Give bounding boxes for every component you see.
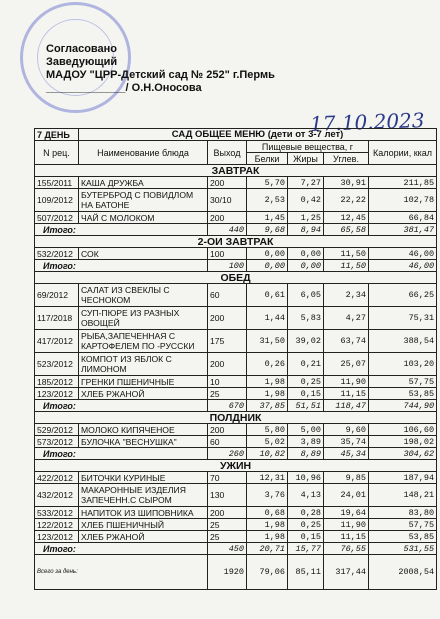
grand-total-label: Всего за день:	[35, 555, 208, 590]
recipe-number: 523/2012	[35, 353, 79, 376]
dish-name: ХЛЕБ ПШЕНИЧНЫЙ	[79, 519, 208, 531]
subtotal-label: Итого:	[35, 543, 208, 555]
carbs-value: 63,74	[324, 330, 369, 353]
table-row	[35, 519, 437, 531]
subtotal-row	[35, 400, 437, 412]
approval-line-3: МАДОУ "ЦРР-Детский сад № 252" г.Пермь	[46, 69, 275, 81]
subtotal-yield: 100	[208, 260, 247, 272]
table-row	[35, 353, 437, 376]
table-row	[35, 507, 437, 519]
recipe-number: 533/2012	[35, 507, 79, 519]
carbs-value: 22,22	[324, 189, 369, 212]
header-row-middle	[35, 141, 437, 153]
subtotal-protein: 20,71	[247, 543, 288, 555]
protein-value: 5,02	[247, 436, 288, 448]
section-title: УЖИН	[35, 460, 437, 472]
yield-value: 200	[208, 353, 247, 376]
fat-value: 0,00	[288, 248, 324, 260]
carbs-value: 25,07	[324, 353, 369, 376]
subtotal-carbs: 65,58	[324, 224, 369, 236]
subtotal-yield: 260	[208, 448, 247, 460]
subtotal-yield: 670	[208, 400, 247, 412]
menu-title: САД ОБЩЕЕ МЕНЮ (дети от 3-7 лет)	[79, 129, 437, 141]
subtotal-yield: 440	[208, 224, 247, 236]
dish-name: САЛАТ ИЗ СВЕКЛЫ С ЧЕСНОКОМ	[79, 284, 208, 307]
grand-total-yield: 1920	[208, 555, 247, 590]
protein-value: 5,70	[247, 177, 288, 189]
grand-total-protein: 79,06	[247, 555, 288, 590]
dish-name: НАПИТОК ИЗ ШИПОВНИКА	[79, 507, 208, 519]
table-row	[35, 284, 437, 307]
dish-name: ГРЕНКИ ПШЕНИЧНЫЕ	[79, 376, 208, 388]
protein-value: 5,80	[247, 424, 288, 436]
section-title: ОБЕД	[35, 272, 437, 284]
dish-name: МОЛОКО КИПЯЧЕНОЕ	[79, 424, 208, 436]
protein-value: 0,68	[247, 507, 288, 519]
col-header-yield: Выход	[208, 141, 247, 165]
recipe-number: 155/2011	[35, 177, 79, 189]
carbs-value: 9,60	[324, 424, 369, 436]
table-row	[35, 248, 437, 260]
subtotal-kcal: 304,62	[369, 448, 437, 460]
subtotal-kcal: 744,90	[369, 400, 437, 412]
kcal-value: 187,94	[369, 472, 437, 484]
yield-value: 25	[208, 519, 247, 531]
approval-block	[46, 43, 275, 95]
recipe-number: 69/2012	[35, 284, 79, 307]
dish-name: КАША ДРУЖБА	[79, 177, 208, 189]
recipe-number: 123/2012	[35, 531, 79, 543]
subtotal-yield: 450	[208, 543, 247, 555]
subtotal-label: Итого:	[35, 400, 208, 412]
fat-value: 0,28	[288, 507, 324, 519]
recipe-number: 185/2012	[35, 376, 79, 388]
carbs-value: 11,90	[324, 519, 369, 531]
yield-value: 60	[208, 284, 247, 307]
protein-value: 2,53	[247, 189, 288, 212]
recipe-number: 532/2012	[35, 248, 79, 260]
yield-value: 130	[208, 484, 247, 507]
carbs-value: 9,85	[324, 472, 369, 484]
protein-value: 1,98	[247, 376, 288, 388]
subtotal-fat: 8,89	[288, 448, 324, 460]
col-header-protein: Белки	[247, 153, 288, 165]
yield-value: 100	[208, 248, 247, 260]
subtotal-fat: 15,77	[288, 543, 324, 555]
fat-value: 39,02	[288, 330, 324, 353]
menu-table	[34, 128, 437, 590]
subtotal-protein: 0,00	[247, 260, 288, 272]
approval-line-1: Согласовано	[46, 43, 118, 55]
table-row	[35, 531, 437, 543]
yield-value: 60	[208, 436, 247, 448]
table-row	[35, 484, 437, 507]
fat-value: 1,25	[288, 212, 324, 224]
section-title: ЗАВТРАК	[35, 165, 437, 177]
table-row	[35, 330, 437, 353]
subtotal-fat: 51,51	[288, 400, 324, 412]
fat-value: 3,89	[288, 436, 324, 448]
dish-name: МАКАРОННЫЕ ИЗДЕЛИЯ ЗАПЕЧЕНН.С СЫРОМ	[79, 484, 208, 507]
fat-value: 0,25	[288, 519, 324, 531]
fat-value: 5,00	[288, 424, 324, 436]
subtotal-carbs: 76,55	[324, 543, 369, 555]
protein-value: 1,98	[247, 531, 288, 543]
dish-name: КОМПОТ ИЗ ЯБЛОК С ЛИМОНОМ	[79, 353, 208, 376]
grand-total-carbs: 317,44	[324, 555, 369, 590]
section-title: 2-ОИ ЗАВТРАК	[35, 236, 437, 248]
section-header-row	[35, 272, 437, 284]
dish-name: ЧАЙ С МОЛОКОМ	[79, 212, 208, 224]
table-row	[35, 436, 437, 448]
fat-value: 10,96	[288, 472, 324, 484]
subtotal-carbs: 11,50	[324, 260, 369, 272]
yield-value: 200	[208, 307, 247, 330]
yield-value: 200	[208, 424, 247, 436]
recipe-number: 122/2012	[35, 519, 79, 531]
col-header-nutrients: Пищевые вещества, г	[247, 141, 369, 153]
dish-name: РЫБА,ЗАПЕЧЕННАЯ С КАРТОФЕЛЕМ ПО -РУССКИ	[79, 330, 208, 353]
dish-name: ХЛЕБ РЖАНОЙ	[79, 531, 208, 543]
protein-value: 1,98	[247, 519, 288, 531]
recipe-number: 117/2018	[35, 307, 79, 330]
subtotal-label: Итого:	[35, 448, 208, 460]
subtotal-carbs: 118,47	[324, 400, 369, 412]
table-row	[35, 212, 437, 224]
approval-line-2: Заведующий	[46, 56, 118, 68]
protein-value: 1,44	[247, 307, 288, 330]
protein-value: 31,50	[247, 330, 288, 353]
section-header-row	[35, 165, 437, 177]
kcal-value: 57,75	[369, 376, 437, 388]
yield-value: 200	[208, 507, 247, 519]
kcal-value: 106,60	[369, 424, 437, 436]
subtotal-protein: 37,85	[247, 400, 288, 412]
fat-value: 6,05	[288, 284, 324, 307]
recipe-number: 109/2012	[35, 189, 79, 212]
yield-value: 70	[208, 472, 247, 484]
table-row	[35, 472, 437, 484]
fat-value: 7,27	[288, 177, 324, 189]
protein-value: 12,31	[247, 472, 288, 484]
dish-name: БУТЕРБРОД С ПОВИДЛОМ НА БАТОНЕ	[79, 189, 208, 212]
kcal-value: 66,84	[369, 212, 437, 224]
yield-value: 25	[208, 388, 247, 400]
protein-value: 1,45	[247, 212, 288, 224]
col-header-name: Наименование блюда	[79, 141, 208, 165]
day-label: 7 ДЕНЬ	[35, 129, 79, 141]
grand-total-kcal: 2008,54	[369, 555, 437, 590]
kcal-value: 53,85	[369, 388, 437, 400]
recipe-number: 432/2012	[35, 484, 79, 507]
kcal-value: 57,75	[369, 519, 437, 531]
table-row	[35, 424, 437, 436]
subtotal-carbs: 45,34	[324, 448, 369, 460]
yield-value: 200	[208, 212, 247, 224]
subtotal-row	[35, 543, 437, 555]
kcal-value: 103,20	[369, 353, 437, 376]
kcal-value: 388,54	[369, 330, 437, 353]
subtotal-label: Итого:	[35, 260, 208, 272]
fat-value: 0,42	[288, 189, 324, 212]
carbs-value: 11,15	[324, 388, 369, 400]
carbs-value: 24,01	[324, 484, 369, 507]
subtotal-protein: 9,68	[247, 224, 288, 236]
carbs-value: 12,45	[324, 212, 369, 224]
header-row-top	[35, 129, 437, 141]
subtotal-fat: 8,94	[288, 224, 324, 236]
yield-value: 30/10	[208, 189, 247, 212]
kcal-value: 53,85	[369, 531, 437, 543]
subtotal-kcal: 46,00	[369, 260, 437, 272]
table-row	[35, 376, 437, 388]
grand-total-fat: 85,11	[288, 555, 324, 590]
subtotal-row	[35, 448, 437, 460]
kcal-value: 46,00	[369, 248, 437, 260]
kcal-value: 66,25	[369, 284, 437, 307]
section-header-row	[35, 460, 437, 472]
carbs-value: 4,27	[324, 307, 369, 330]
handwritten-date: 17.10.2023	[309, 108, 425, 136]
recipe-number: 417/2012	[35, 330, 79, 353]
kcal-value: 198,02	[369, 436, 437, 448]
fat-value: 4,13	[288, 484, 324, 507]
protein-value: 1,98	[247, 388, 288, 400]
grand-total-row	[35, 555, 437, 590]
recipe-number: 573/2012	[35, 436, 79, 448]
carbs-value: 2,34	[324, 284, 369, 307]
protein-value: 0,26	[247, 353, 288, 376]
yield-value: 10	[208, 376, 247, 388]
kcal-value: 102,78	[369, 189, 437, 212]
recipe-number: 123/2012	[35, 388, 79, 400]
approval-line-4: _____________/ О.Н.Оносова	[46, 82, 202, 94]
table-row	[35, 177, 437, 189]
menu-table-body	[35, 129, 437, 590]
table-row	[35, 189, 437, 212]
fat-value: 5,83	[288, 307, 324, 330]
section-header-row	[35, 412, 437, 424]
recipe-number: 507/2012	[35, 212, 79, 224]
yield-value: 25	[208, 531, 247, 543]
fat-value: 0,21	[288, 353, 324, 376]
col-header-kcal: Калории, ккал	[369, 141, 437, 165]
subtotal-kcal: 381,47	[369, 224, 437, 236]
recipe-number: 422/2012	[35, 472, 79, 484]
carbs-value: 19,64	[324, 507, 369, 519]
subtotal-row	[35, 224, 437, 236]
section-header-row	[35, 236, 437, 248]
subtotal-label: Итого:	[35, 224, 208, 236]
col-header-fat: Жиры	[288, 153, 324, 165]
subtotal-row	[35, 260, 437, 272]
subtotal-protein: 10,82	[247, 448, 288, 460]
carbs-value: 35,74	[324, 436, 369, 448]
dish-name: СУП-ПЮРЕ ИЗ РАЗНЫХ ОВОЩЕЙ	[79, 307, 208, 330]
fat-value: 0,25	[288, 376, 324, 388]
kcal-value: 75,31	[369, 307, 437, 330]
table-row	[35, 307, 437, 330]
fat-value: 0,15	[288, 531, 324, 543]
carbs-value: 11,50	[324, 248, 369, 260]
dish-name: БИТОЧКИ КУРИНЫЕ	[79, 472, 208, 484]
dish-name: СОК	[79, 248, 208, 260]
table-row	[35, 388, 437, 400]
subtotal-kcal: 531,55	[369, 543, 437, 555]
protein-value: 0,61	[247, 284, 288, 307]
kcal-value: 211,85	[369, 177, 437, 189]
carbs-value: 11,90	[324, 376, 369, 388]
carbs-value: 30,91	[324, 177, 369, 189]
section-title: ПОЛДНИК	[35, 412, 437, 424]
carbs-value: 11,15	[324, 531, 369, 543]
col-header-carbs: Углев.	[324, 153, 369, 165]
subtotal-fat: 0,00	[288, 260, 324, 272]
yield-value: 175	[208, 330, 247, 353]
protein-value: 3,76	[247, 484, 288, 507]
yield-value: 200	[208, 177, 247, 189]
kcal-value: 83,80	[369, 507, 437, 519]
kcal-value: 148,21	[369, 484, 437, 507]
col-header-recipe: N рец.	[35, 141, 79, 165]
protein-value: 0,00	[247, 248, 288, 260]
recipe-number: 529/2012	[35, 424, 79, 436]
fat-value: 0,15	[288, 388, 324, 400]
dish-name: БУЛОЧКА "ВЕСНУШКА"	[79, 436, 208, 448]
dish-name: ХЛЕБ РЖАНОЙ	[79, 388, 208, 400]
